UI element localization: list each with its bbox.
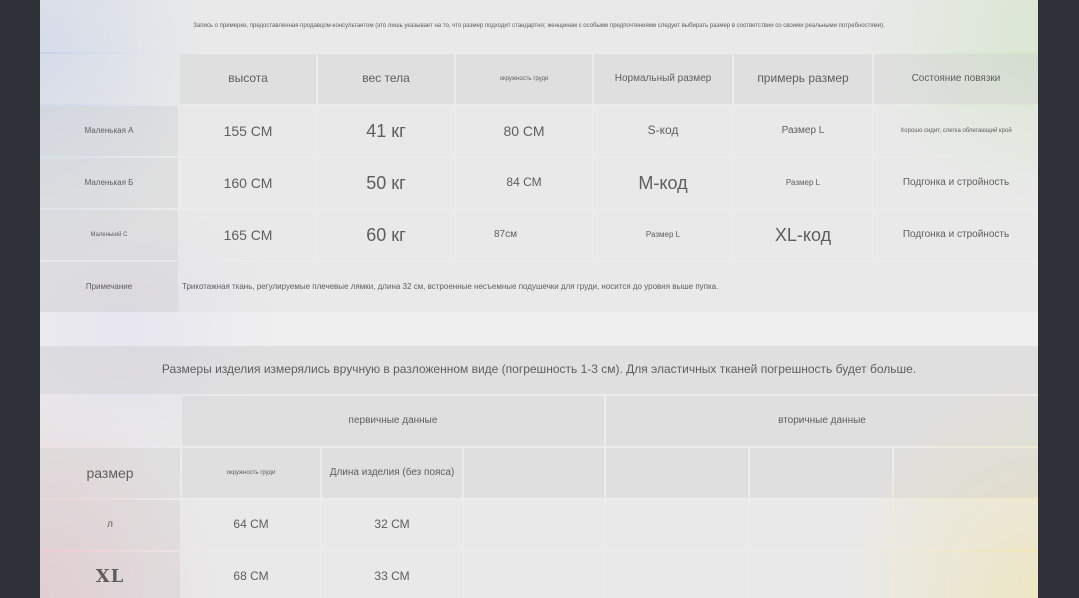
state-value: Хорошо сидит, слегка облегающий крой (874, 106, 1038, 156)
row-label: Маленькая Б (40, 158, 178, 208)
size-chart-panel (40, 0, 1038, 598)
length-value: 33 СМ (322, 552, 462, 598)
height-value: 165 СМ (180, 210, 316, 260)
secondary-data-header: вторичные данные (606, 396, 1038, 446)
normal-size-value: Размер L (594, 210, 732, 260)
normal-size-value: М-код (594, 158, 732, 208)
measurement-note: Размеры изделия измерялись вручную в разложенном виде (погрешность 1-3 см). Для эластичных тканей погрешность будет больше. (40, 346, 1038, 394)
note-text: Трикотажная ткань, регулируемые плечевые лямки, длина 32 см, встроенные несъемные подушечки для груди, носится до уровня выше пупка. (180, 262, 1038, 312)
empty-cell (464, 552, 604, 598)
header-state: Состояние повязки (874, 54, 1038, 104)
fit-table-corner (40, 54, 178, 104)
height-value: 160 СМ (180, 158, 316, 208)
empty-cell (750, 500, 892, 550)
normal-size-value: S-код (594, 106, 732, 156)
header-weight: вес тела (318, 54, 454, 104)
try-size-value: XL-код (734, 210, 872, 260)
note-label: Примечание (40, 262, 178, 312)
weight-value: 50 кг (318, 158, 454, 208)
row-label: Маленькая А (40, 106, 178, 156)
bust-value: 64 СМ (182, 500, 320, 550)
size-label: XL (40, 552, 180, 598)
section-gap (40, 312, 1038, 346)
state-value: Подгонка и стройность (874, 158, 1038, 208)
bust-value: 68 СМ (182, 552, 320, 598)
fitting-note: Запись о примерке, предоставленная продавцом-консультантом (это лишь указывает на то, что размер подходит стандартно; женщинам с особыми предпочтениями следует выбирать размер в соответствии со своими реальными потребностями). (40, 0, 1038, 52)
empty-header-cell (894, 448, 1038, 498)
bust-value: 80 СМ (456, 106, 592, 156)
try-size-value: Размер L (734, 106, 872, 156)
primary-data-header: первичные данные (182, 396, 604, 446)
empty-header-cell (750, 448, 892, 498)
bust-value: 87см (456, 210, 592, 260)
size-header: размер (40, 448, 180, 498)
empty-header-cell (606, 448, 748, 498)
header-try-size: примерь размер (734, 54, 872, 104)
try-size-value: Размер L (734, 158, 872, 208)
empty-cell (606, 500, 748, 550)
empty-cell (894, 552, 1038, 598)
empty-cell (606, 552, 748, 598)
height-value: 155 СМ (180, 106, 316, 156)
weight-value: 60 кг (318, 210, 454, 260)
empty-cell (464, 500, 604, 550)
length-value: 32 СМ (322, 500, 462, 550)
row-label: Маленький С (40, 210, 178, 260)
empty-cell (750, 552, 892, 598)
header-height: высота (180, 54, 316, 104)
state-value: Подгонка и стройность (874, 210, 1038, 260)
empty-header-cell (464, 448, 604, 498)
header-bust: окружность груди (456, 54, 592, 104)
empty-cell (894, 500, 1038, 550)
size-table-corner (40, 396, 180, 446)
header-length: Длина изделия (без пояса) (322, 448, 462, 498)
weight-value: 41 кг (318, 106, 454, 156)
header-bust: окружность груди (182, 448, 320, 498)
header-normal-size: Нормальный размер (594, 54, 732, 104)
bust-value: 84 СМ (456, 158, 592, 208)
size-label: л (40, 500, 180, 550)
